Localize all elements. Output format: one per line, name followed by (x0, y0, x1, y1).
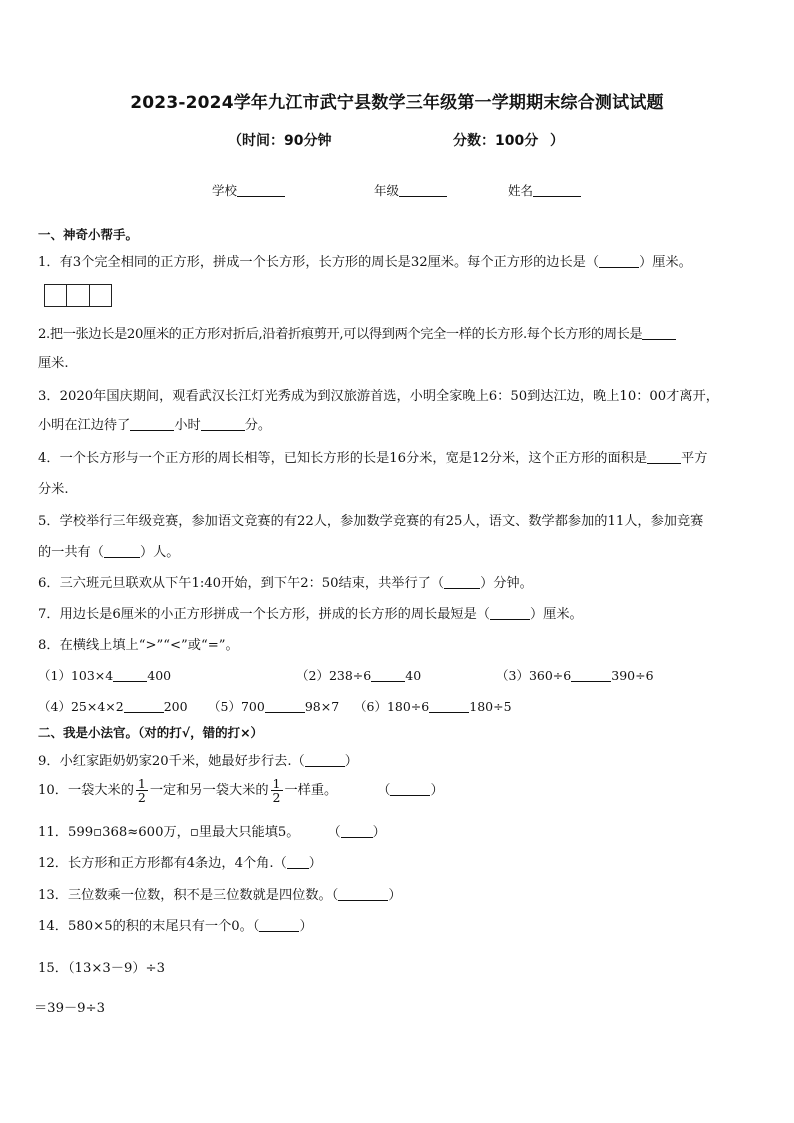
question-7 (38, 603, 583, 622)
question-15: 15．（13×3－9）÷3 (38, 961, 165, 976)
name-label: 姓名 (508, 183, 534, 198)
q6-text: 6．三六班元旦联欢从下午1:40开始，到下午2：50结束，共举行了（ (38, 576, 445, 591)
grade-label: 年级 (374, 183, 400, 198)
q14-answer-blank[interactable] (259, 919, 299, 932)
q6-answer-blank[interactable] (444, 576, 480, 589)
q14-text-end: ） (299, 919, 313, 934)
name-blank[interactable] (533, 184, 581, 197)
square-1 (45, 285, 67, 306)
q8-item-6-left: （6）180÷6 (354, 699, 430, 714)
question-3-cont (38, 414, 271, 433)
question-4-cont: 分米. (38, 482, 69, 497)
q8-item-6-right: 180÷5 (469, 699, 512, 714)
section-2-heading: 二、我是小法官。（对的打√，错的打×） (38, 725, 264, 740)
fraction-numerator: 1 (137, 776, 146, 791)
q7-text-end: ）厘米。 (529, 607, 583, 622)
three-squares-figure (44, 284, 112, 307)
q10-answer-blank[interactable] (390, 783, 430, 796)
q5-text: 的一共有（ (38, 545, 104, 560)
question-13 (38, 884, 402, 903)
q2-text: 2.把一张边长是20厘米的正方形对折后,沿着折痕剪开,可以得到两个完全一样的长方形.每个长方形的周长是 (38, 327, 643, 342)
question-8: 8．在横线上填上“>”“<”或“=”。 (38, 638, 239, 653)
question-9 (38, 750, 358, 769)
q8-item-2-right: 40 (405, 668, 422, 683)
q10-text-end: 一样重。 (284, 783, 338, 799)
fraction-one-half-2 (271, 777, 283, 804)
page-title: 2023-2024学年九江市武宁县数学三年级第一学期期末综合测试试题 (130, 93, 664, 113)
school-blank[interactable] (237, 184, 285, 197)
school-label: 学校 (212, 183, 238, 198)
q8-item-3-left: （3）360÷6 (496, 668, 572, 683)
q8-item-6-blank[interactable] (429, 700, 469, 713)
q7-text: 7．用边长是6厘米的小正方形拼成一个长方形，拼成的长方形的周长最短是（ (38, 607, 490, 622)
subtitle-open-paren: （ (228, 133, 242, 149)
q1-text: 1．有3个完全相同的正方形，拼成一个长方形，长方形的周长是32厘米。每个正方形的边长是（ (38, 255, 600, 270)
q1-text-end: ）厘米。 (639, 255, 692, 270)
q9-text: 9．小红家距奶奶家20千米，她最好步行去.（ (38, 754, 305, 769)
q4-unit: 平方 (681, 451, 708, 466)
question-11 (38, 821, 386, 840)
q3-hours-blank[interactable] (130, 418, 174, 431)
fraction-denominator: 2 (137, 790, 146, 806)
q3-hours-unit: 小时 (174, 418, 201, 433)
q8-item-1-left: （1）103×4 (38, 668, 114, 683)
q8-item-5-right: 98×7 (304, 699, 340, 714)
q3-minutes-unit: 分。 (244, 418, 272, 433)
question-6 (38, 572, 533, 591)
q3-minutes-blank[interactable] (201, 418, 245, 431)
q8-item-3-blank[interactable] (571, 669, 611, 682)
q8-item-5-blank[interactable] (265, 700, 305, 713)
question-2 (38, 323, 676, 342)
q8-item-5 (208, 697, 339, 715)
subtitle-close-paren: ） (550, 133, 564, 149)
fraction-denominator-2: 2 (272, 790, 281, 806)
q5-answer-blank[interactable] (104, 545, 140, 558)
q1-answer-blank[interactable] (599, 255, 639, 268)
question-1 (38, 251, 692, 270)
q8-item-4-right: 200 (163, 699, 188, 714)
school-field[interactable] (212, 181, 285, 199)
q2-answer-blank[interactable] (642, 327, 676, 340)
grade-blank[interactable] (399, 184, 447, 197)
q13-answer-blank[interactable] (338, 888, 388, 901)
q8-item-1-right: 400 (147, 668, 172, 683)
q10-text: 10．一袋大米的 (38, 783, 134, 799)
q8-item-5-left: （5）700 (208, 699, 265, 714)
q8-item-2-left: （2）238÷6 (296, 668, 372, 683)
exam-time-score (228, 130, 588, 152)
q8-item-4-blank[interactable] (124, 700, 164, 713)
q8-item-3 (496, 666, 654, 684)
square-3 (90, 285, 111, 306)
grade-field[interactable] (374, 181, 447, 199)
q8-item-6 (354, 697, 512, 715)
question-15-step: ＝39－9÷3 (34, 1001, 105, 1016)
q8-item-4 (38, 697, 188, 715)
q8-item-2 (296, 666, 421, 684)
q11-open-paren: （ (327, 825, 341, 840)
question-4 (38, 447, 707, 466)
q3-text: 小明在江边待了 (38, 418, 131, 433)
q8-item-3-right: 390÷6 (611, 668, 654, 683)
q12-text-end: ） (308, 856, 322, 871)
fraction-one-half (136, 777, 148, 804)
exam-score: 分数：100分 (453, 133, 539, 149)
q14-text: 14．580×5的积的末尾只有一个0。（ (38, 919, 260, 934)
question-5: 5．学校举行三年级竞赛，参加语文竞赛的有22人，参加数学竞赛的有25人，语文、数学都参加的11人，参加竞赛 (38, 514, 704, 529)
q10-open-paren: （ (377, 783, 391, 799)
q9-answer-blank[interactable] (305, 754, 345, 767)
question-2-cont: 厘米. (38, 356, 69, 371)
q10-close-paren: ） (430, 783, 444, 799)
q6-text-end: ）分钟。 (480, 576, 533, 591)
q13-text: 13．三位数乘一位数，积不是三位数就是四位数。（ (38, 888, 339, 903)
q11-text: 11．599▫368≈600万，▫里最大只能填5。 (38, 825, 300, 840)
q10-text-mid: 一定和另一袋大米的 (149, 783, 269, 799)
q12-text: 12．长方形和正方形都有4条边，4个角.（ (38, 856, 287, 871)
section-1-heading: 一、神奇小帮手。 (38, 227, 139, 242)
square-2 (67, 285, 89, 306)
question-10 (38, 777, 444, 804)
question-3: 3．2020年国庆期间，观看武汉长江灯光秀成为到汉旅游首选，小明全家晚上6：50到达江边，晚上10：00才离开， (38, 389, 719, 404)
q8-item-1 (38, 666, 171, 684)
q8-item-1-blank[interactable] (113, 669, 147, 682)
question-12 (38, 852, 322, 871)
name-field[interactable] (508, 181, 581, 199)
q7-answer-blank[interactable] (490, 607, 530, 620)
q11-close-paren: ） (372, 825, 386, 840)
question-5-cont (38, 541, 180, 560)
question-14 (38, 915, 313, 934)
q8-item-4-left: （4）25×4×2 (38, 699, 124, 714)
fraction-numerator-2: 1 (272, 776, 281, 791)
q12-answer-blank[interactable] (287, 856, 309, 869)
q4-answer-blank[interactable] (647, 451, 681, 464)
q9-text-end: ） (344, 754, 358, 769)
q13-text-end: ） (388, 888, 402, 903)
q5-text-end: ）人。 (139, 545, 180, 560)
q11-answer-blank[interactable] (341, 825, 373, 838)
q8-item-2-blank[interactable] (371, 669, 405, 682)
exam-time: 时间：90分钟 (242, 133, 332, 149)
q4-text: 4．一个长方形与一个正方形的周长相等，已知长方形的长是16分米，宽是12分米，这个正方形的面积是 (38, 451, 648, 466)
